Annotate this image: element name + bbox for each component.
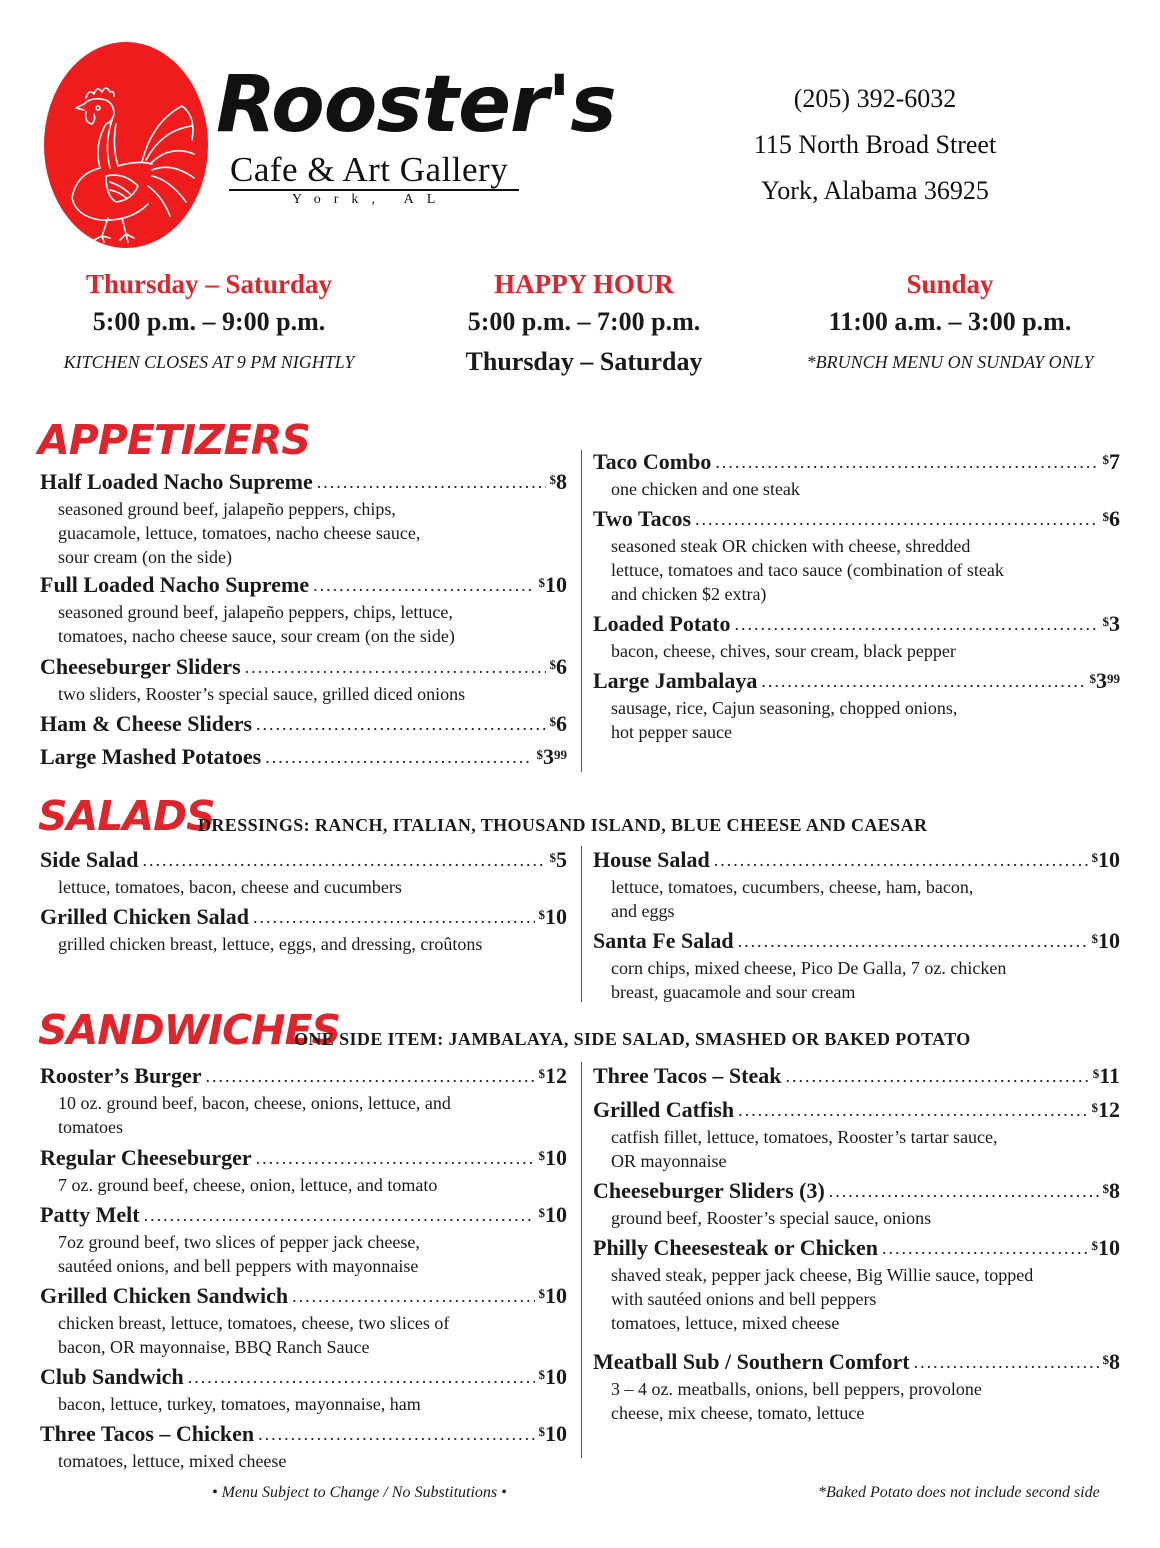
menu-item-name: Club Sandwich bbox=[40, 1364, 184, 1389]
menu-item-name: Grilled Chicken Sandwich bbox=[40, 1283, 289, 1308]
price-currency: $ bbox=[1102, 452, 1109, 467]
price-amount: 10 bbox=[545, 1283, 567, 1308]
dot-leader bbox=[317, 472, 546, 492]
menu-item-header bbox=[40, 743, 567, 771]
menu-item-price bbox=[1103, 1177, 1121, 1205]
menu-item-regular-cheeseburger bbox=[40, 1144, 567, 1197]
menu-item-description: bacon, lettuce, turkey, tomatoes, mayonnaise, ham bbox=[58, 1394, 421, 1414]
price-amount: 6 bbox=[556, 711, 567, 736]
price-currency: $ bbox=[538, 1367, 545, 1382]
dot-leader bbox=[761, 671, 1085, 691]
menu-item-name: Ham & Cheese Sliders bbox=[40, 711, 253, 736]
phone-number[interactable]: (205) 392-6032 bbox=[793, 84, 957, 113]
menu-item-philly-cheesesteak-or-chicken bbox=[593, 1234, 1120, 1335]
menu-item-price bbox=[539, 1062, 568, 1090]
brand-town: York, AL bbox=[292, 192, 449, 207]
price-currency: $ bbox=[538, 1148, 545, 1163]
price-amount: 5 bbox=[556, 847, 567, 872]
menu-item-header bbox=[40, 1420, 567, 1448]
menu-item-price bbox=[550, 846, 568, 874]
menu-item-header bbox=[593, 1348, 1120, 1376]
menu-item-header bbox=[40, 1282, 567, 1310]
menu-item-patty-melt bbox=[40, 1201, 567, 1278]
price-currency: $ bbox=[1089, 671, 1096, 686]
price-amount: 10 bbox=[545, 1145, 567, 1170]
menu-item-description: 7 oz. ground beef, cheese, onion, lettuce, and tomato bbox=[58, 1175, 438, 1195]
price-currency: $ bbox=[538, 1424, 545, 1439]
menu-item-description: bacon, OR mayonnaise, BBQ Ranch Sauce bbox=[58, 1337, 370, 1357]
dot-leader bbox=[738, 931, 1088, 951]
menu-item-large-jambalaya bbox=[593, 667, 1120, 744]
hours-title: HAPPY HOUR bbox=[494, 269, 674, 299]
hours-time: 11:00 a.m. – 3:00 p.m. bbox=[828, 307, 1072, 336]
menu-item-price bbox=[550, 468, 568, 496]
menu-item-price bbox=[539, 1144, 568, 1172]
dot-leader bbox=[714, 850, 1088, 870]
menu-item-description: and eggs bbox=[611, 901, 675, 921]
dot-leader bbox=[258, 1424, 534, 1444]
menu-item-price bbox=[1103, 505, 1121, 533]
price-cents: 99 bbox=[1107, 671, 1120, 686]
menu-item-description: guacamole, lettuce, tomatoes, nacho cheese sauce, bbox=[58, 523, 421, 543]
footer-substitutions-note: • Menu Subject to Change / No Substitutions • bbox=[212, 1484, 507, 1501]
price-amount: 11 bbox=[1099, 1063, 1120, 1088]
menu-item-name: Loaded Potato bbox=[593, 611, 731, 636]
menu-item-three-tacos-steak bbox=[593, 1062, 1120, 1090]
menu-item-description: one chicken and one steak bbox=[611, 479, 800, 499]
dot-leader bbox=[142, 850, 545, 870]
menu-item-description: corn chips, mixed cheese, Pico De Galla, 7 oz. chicken bbox=[611, 958, 1007, 978]
menu-item-name: Meatball Sub / Southern Comfort bbox=[593, 1349, 910, 1374]
dot-leader bbox=[253, 907, 534, 927]
menu-item-description: chicken breast, lettuce, tomatoes, cheese, two slices of bbox=[58, 1313, 450, 1333]
menu-item-rooster-s-burger bbox=[40, 1062, 567, 1139]
price-currency: $ bbox=[1102, 509, 1109, 524]
logo bbox=[44, 42, 208, 248]
menu-item-header bbox=[593, 610, 1120, 638]
price-amount: 10 bbox=[545, 904, 567, 929]
price-cents: 99 bbox=[554, 747, 567, 762]
menu-item-price bbox=[539, 571, 568, 599]
price-currency: $ bbox=[1091, 850, 1098, 865]
dot-leader bbox=[695, 509, 1098, 529]
brand-subtitle: Cafe & Art Gallery bbox=[230, 150, 509, 189]
price-amount: 6 bbox=[1109, 506, 1120, 531]
menu-item-description: 10 oz. ground beef, bacon, cheese, onions, lettuce, and bbox=[58, 1093, 451, 1113]
salads-dressings-note: DRESSINGS: RANCH, ITALIAN, THOUSAND ISLAND, BLUE CHEESE AND CAESAR bbox=[198, 815, 928, 835]
menu-item-name: Three Tacos – Steak bbox=[593, 1063, 782, 1088]
menu-item-price bbox=[539, 1282, 568, 1310]
price-currency: $ bbox=[549, 472, 556, 487]
menu-item-description: lettuce, tomatoes, bacon, cheese and cucumbers bbox=[58, 877, 402, 897]
menu-item-header bbox=[593, 1062, 1120, 1090]
menu-item-header bbox=[593, 1234, 1120, 1262]
menu-item-description: ground beef, Rooster’s special sauce, onions bbox=[611, 1208, 932, 1228]
menu-item-cheeseburger-sliders bbox=[40, 653, 567, 706]
price-amount: 12 bbox=[1098, 1097, 1120, 1122]
menu-item-description: breast, guacamole and sour cream bbox=[611, 982, 856, 1002]
menu-item-name: Grilled Chicken Salad bbox=[40, 904, 250, 929]
menu-item-three-tacos-chicken bbox=[40, 1420, 567, 1473]
hours-title: Sunday bbox=[906, 269, 994, 299]
menu-item-name: Rooster’s Burger bbox=[40, 1063, 202, 1088]
price-currency: $ bbox=[538, 1066, 545, 1081]
dot-leader bbox=[914, 1352, 1099, 1372]
hours-title: Thursday – Saturday bbox=[85, 269, 333, 299]
price-currency: $ bbox=[549, 657, 556, 672]
menu-item-loaded-potato bbox=[593, 610, 1120, 663]
menu-item-description: seasoned steak OR chicken with cheese, shredded bbox=[611, 536, 971, 556]
menu-item-price bbox=[539, 1420, 568, 1448]
menu-item-half-loaded-nacho-supreme bbox=[40, 468, 567, 569]
menu-item-description: shaved steak, pepper jack cheese, Big Willie sauce, topped bbox=[611, 1265, 1034, 1285]
menu-item-grilled-chicken-sandwich bbox=[40, 1282, 567, 1359]
menu-item-ham-cheese-sliders bbox=[40, 710, 567, 738]
menu-item-price bbox=[550, 710, 568, 738]
menu-item-name: House Salad bbox=[593, 847, 710, 872]
menu-item-two-tacos bbox=[593, 505, 1120, 606]
menu-item-name: Patty Melt bbox=[40, 1202, 140, 1227]
menu-item-price bbox=[539, 1363, 568, 1391]
menu-item-description: OR mayonnaise bbox=[611, 1151, 727, 1171]
price-amount: 10 bbox=[545, 572, 567, 597]
menu-item-club-sandwich bbox=[40, 1363, 567, 1416]
menu-item-header bbox=[40, 1363, 567, 1391]
price-amount: 3 bbox=[543, 744, 554, 769]
dot-leader bbox=[882, 1238, 1088, 1258]
menu-item-price bbox=[537, 743, 568, 771]
menu-item-name: Santa Fe Salad bbox=[593, 928, 734, 953]
hours-time: 5:00 p.m. – 7:00 p.m. bbox=[467, 307, 701, 336]
column-divider bbox=[581, 450, 582, 772]
dot-leader bbox=[245, 657, 546, 677]
brand-name: Rooster's bbox=[216, 60, 616, 150]
menu-item-header bbox=[40, 846, 567, 874]
price-amount: 3 bbox=[1096, 668, 1107, 693]
dot-leader bbox=[829, 1181, 1099, 1201]
menu-item-price bbox=[1090, 667, 1121, 695]
menu-item-header bbox=[40, 1062, 567, 1090]
price-amount: 8 bbox=[556, 469, 567, 494]
menu-item-description: sausage, rice, Cajun seasoning, chopped onions, bbox=[611, 698, 958, 718]
price-amount: 8 bbox=[1109, 1349, 1120, 1374]
menu-item-santa-fe-salad bbox=[593, 927, 1120, 1004]
price-amount: 6 bbox=[556, 654, 567, 679]
menu-item-name: Side Salad bbox=[40, 847, 139, 872]
dot-leader bbox=[265, 747, 532, 767]
dot-leader bbox=[256, 1148, 535, 1168]
menu-item-name: Two Tacos bbox=[593, 506, 692, 531]
menu-item-description: grilled chicken breast, lettuce, eggs, and dressing, croûtons bbox=[58, 934, 483, 954]
dot-leader bbox=[735, 614, 1099, 634]
hours-happy-hour bbox=[404, 266, 764, 382]
menu-item-description: and chicken $2 extra) bbox=[611, 584, 767, 604]
menu-item-description: hot pepper sauce bbox=[611, 722, 732, 742]
rooster-icon bbox=[44, 42, 208, 248]
price-amount: 10 bbox=[545, 1364, 567, 1389]
menu-item-description: tomatoes, lettuce, mixed cheese bbox=[58, 1451, 287, 1471]
menu-item-price bbox=[539, 903, 568, 931]
menu-item-price bbox=[1093, 1062, 1120, 1090]
menu-item-price bbox=[550, 653, 568, 681]
price-amount: 12 bbox=[545, 1063, 567, 1088]
menu-item-description: sour cream (on the side) bbox=[58, 547, 232, 567]
price-currency: $ bbox=[549, 714, 556, 729]
price-currency: $ bbox=[1092, 1066, 1100, 1081]
address-line-1: 115 North Broad Street bbox=[753, 130, 997, 159]
hours-sunday bbox=[770, 266, 1130, 382]
price-amount: 3 bbox=[1109, 611, 1120, 636]
price-currency: $ bbox=[538, 907, 545, 922]
menu-item-description: with sautéed onions and bell peppers bbox=[611, 1289, 877, 1309]
menu-item-name: Philly Cheesesteak or Chicken bbox=[593, 1235, 878, 1260]
menu-item-price bbox=[1092, 1096, 1121, 1124]
menu-item-header bbox=[593, 1096, 1120, 1124]
footer-baked-potato-note: *Baked Potato does not include second side bbox=[818, 1484, 1100, 1501]
menu-item-large-mashed-potatoes bbox=[40, 743, 567, 771]
menu-item-price bbox=[539, 1201, 568, 1229]
menu-item-price bbox=[1103, 1348, 1121, 1376]
menu-item-description: tomatoes bbox=[58, 1117, 123, 1137]
menu-item-name: Full Loaded Nacho Supreme bbox=[40, 572, 310, 597]
price-amount: 10 bbox=[545, 1202, 567, 1227]
menu-item-header bbox=[593, 927, 1120, 955]
menu-item-name: Large Jambalaya bbox=[593, 668, 758, 693]
menu-item-description: tomatoes, lettuce, mixed cheese bbox=[611, 1313, 840, 1333]
brand-underline bbox=[229, 189, 519, 191]
menu-item-name: Three Tacos – Chicken bbox=[40, 1421, 255, 1446]
menu-item-description: cheese, mix cheese, tomato, lettuce bbox=[611, 1403, 865, 1423]
menu-item-header bbox=[40, 903, 567, 931]
appetizers-title: APPETIZERS bbox=[38, 416, 310, 464]
menu-item-header bbox=[40, 1201, 567, 1229]
hours-note: KITCHEN CLOSES AT 9 PM NIGHTLY bbox=[63, 352, 355, 372]
menu-item-header bbox=[593, 505, 1120, 533]
menu-item-side-salad bbox=[40, 846, 567, 899]
dot-leader bbox=[188, 1367, 535, 1387]
menu-item-grilled-chicken-salad bbox=[40, 903, 567, 956]
menu-item-description: sautéed onions, and bell peppers with mayonnaise bbox=[58, 1256, 419, 1276]
hours-note: *BRUNCH MENU ON SUNDAY ONLY bbox=[806, 352, 1094, 372]
menu-item-description: tomatoes, nacho cheese sauce, sour cream (on the side) bbox=[58, 626, 455, 646]
price-amount: 10 bbox=[1098, 928, 1120, 953]
menu-item-meatball-sub-southern-comfort bbox=[593, 1348, 1120, 1425]
menu-item-header bbox=[40, 710, 567, 738]
hours-thu-sat bbox=[20, 266, 398, 382]
price-currency: $ bbox=[538, 1205, 545, 1220]
dot-leader bbox=[715, 452, 1098, 472]
menu-item-header bbox=[593, 667, 1120, 695]
menu-item-description: lettuce, tomatoes, cucumbers, cheese, ham, bacon, bbox=[611, 877, 974, 897]
menu-item-name: Half Loaded Nacho Supreme bbox=[40, 469, 313, 494]
menu-item-name: Large Mashed Potatoes bbox=[40, 744, 262, 769]
menu-item-description: 7oz ground beef, two slices of pepper jack cheese, bbox=[58, 1232, 420, 1252]
sandwiches-title: SANDWICHES bbox=[38, 1006, 341, 1054]
menu-item-description: lettuce, tomatoes and taco sauce (combination of steak bbox=[611, 560, 1004, 580]
menu-item-price bbox=[1092, 1234, 1121, 1262]
menu-item-price bbox=[1103, 610, 1121, 638]
menu-item-header bbox=[40, 468, 567, 496]
price-amount: 10 bbox=[1098, 847, 1120, 872]
price-currency: $ bbox=[1091, 1100, 1098, 1115]
menu-item-description: catfish fillet, lettuce, tomatoes, Rooster’s tartar sauce, bbox=[611, 1127, 998, 1147]
menu-item-full-loaded-nacho-supreme bbox=[40, 571, 567, 648]
menu-item-name: Taco Combo bbox=[593, 449, 712, 474]
price-currency: $ bbox=[538, 1286, 545, 1301]
dot-leader bbox=[144, 1205, 535, 1225]
column-divider bbox=[581, 846, 582, 1002]
menu-item-price bbox=[1092, 927, 1121, 955]
hours-time: 5:00 p.m. – 9:00 p.m. bbox=[92, 307, 326, 336]
dot-leader bbox=[256, 714, 545, 734]
menu-item-description: seasoned ground beef, jalapeño peppers, chips, lettuce, bbox=[58, 602, 453, 622]
dot-leader bbox=[313, 575, 534, 595]
menu-item-header bbox=[40, 571, 567, 599]
menu-item-name: Cheeseburger Sliders (3) bbox=[593, 1178, 825, 1203]
menu-item-description: two sliders, Rooster’s special sauce, grilled diced onions bbox=[58, 684, 466, 704]
price-currency: $ bbox=[1102, 614, 1109, 629]
menu-item-name: Regular Cheeseburger bbox=[40, 1145, 252, 1170]
menu-item-description: seasoned ground beef, jalapeño peppers, chips, bbox=[58, 499, 396, 519]
menu-item-price bbox=[1103, 448, 1121, 476]
price-currency: $ bbox=[536, 747, 543, 762]
menu-item-header bbox=[593, 1177, 1120, 1205]
dot-leader bbox=[292, 1286, 534, 1306]
price-amount: 10 bbox=[545, 1421, 567, 1446]
menu-item-header bbox=[40, 653, 567, 681]
menu-item-house-salad bbox=[593, 846, 1120, 923]
menu-item-description: bacon, cheese, chives, sour cream, black pepper bbox=[611, 641, 956, 661]
price-amount: 10 bbox=[1098, 1235, 1120, 1260]
menu-item-price bbox=[1092, 846, 1121, 874]
dot-leader bbox=[738, 1100, 1087, 1120]
dot-leader bbox=[205, 1066, 534, 1086]
menu-item-description: 3 – 4 oz. meatballs, onions, bell peppers, provolone bbox=[611, 1379, 982, 1399]
price-amount: 7 bbox=[1109, 449, 1120, 474]
price-currency: $ bbox=[538, 575, 545, 590]
price-currency: $ bbox=[1091, 931, 1098, 946]
menu-item-grilled-catfish bbox=[593, 1096, 1120, 1173]
menu-item-name: Cheeseburger Sliders bbox=[40, 654, 241, 679]
menu-item-header bbox=[40, 1144, 567, 1172]
contact-block bbox=[700, 76, 1050, 214]
price-amount: 8 bbox=[1109, 1178, 1120, 1203]
price-currency: $ bbox=[1102, 1352, 1109, 1367]
menu-item-cheeseburger-sliders-3 bbox=[593, 1177, 1120, 1230]
address-line-2: York, Alabama 36925 bbox=[761, 176, 989, 205]
column-divider bbox=[581, 1062, 582, 1458]
hours-note: Thursday – Saturday bbox=[465, 347, 703, 376]
price-currency: $ bbox=[1091, 1238, 1098, 1253]
menu-item-header bbox=[593, 846, 1120, 874]
salads-title: SALADS bbox=[38, 792, 215, 840]
price-currency: $ bbox=[1102, 1181, 1109, 1196]
menu-item-name: Grilled Catfish bbox=[593, 1097, 735, 1122]
menu-item-header bbox=[593, 448, 1120, 476]
sandwiches-side-note: ONE SIDE ITEM: JAMBALAYA, SIDE SALAD, SMASHED OR BAKED POTATO bbox=[294, 1029, 971, 1049]
menu-item-taco-combo bbox=[593, 448, 1120, 501]
price-currency: $ bbox=[549, 850, 556, 865]
dot-leader bbox=[785, 1066, 1088, 1086]
